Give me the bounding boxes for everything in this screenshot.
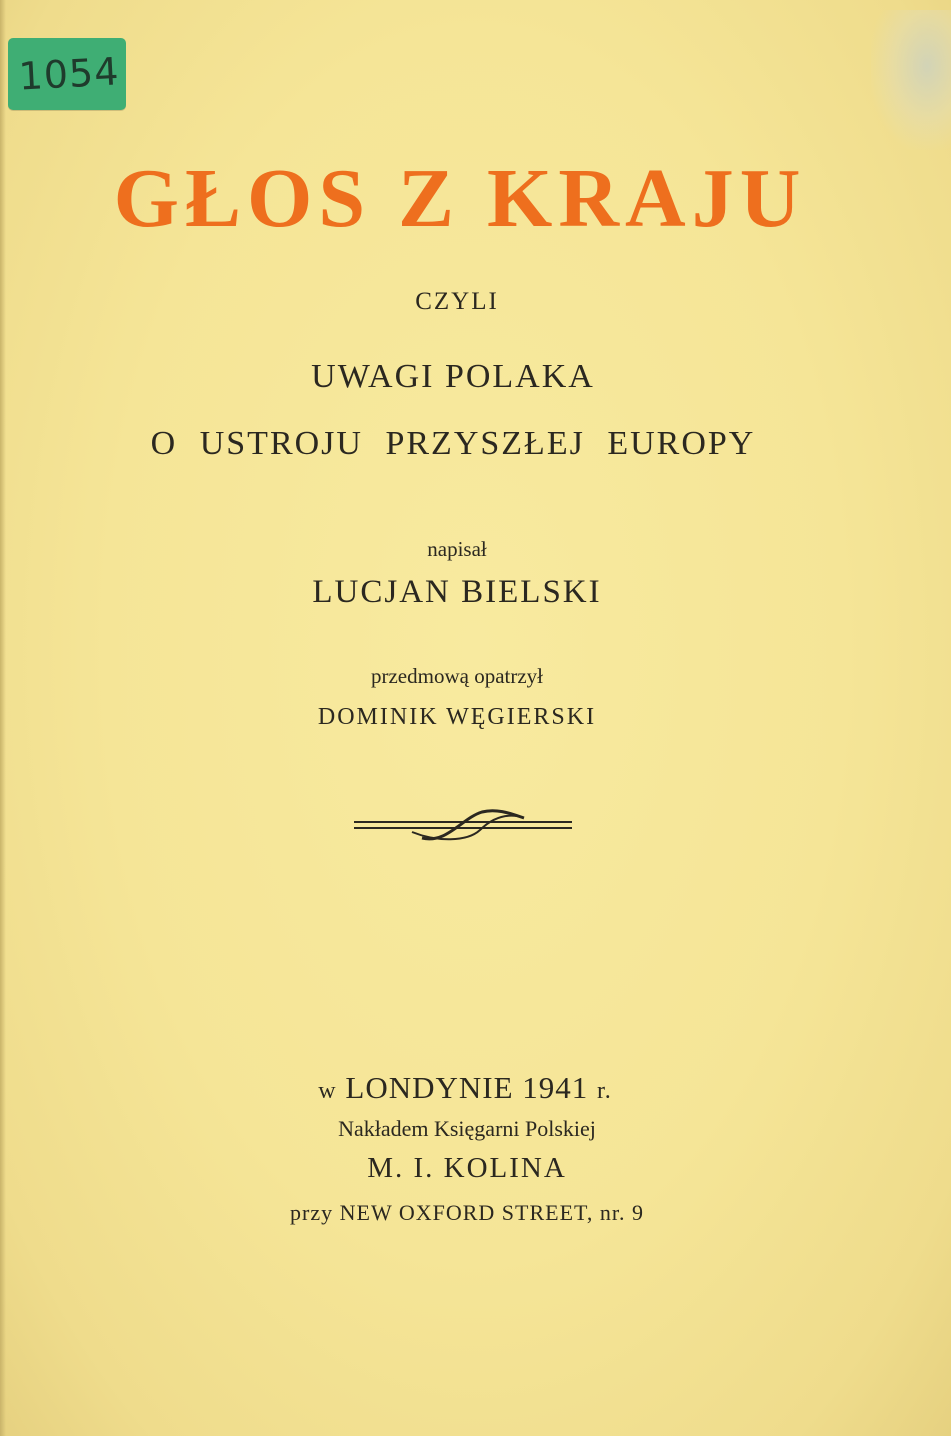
publisher-line-1: Nakładem Księgarni Polskiej [338, 1116, 596, 1141]
place-prefix: w [318, 1078, 337, 1104]
subtitle-line-1: UWAGI POLAKA [311, 358, 595, 395]
author-name: LUCJAN BIELSKI [312, 574, 602, 610]
year-suffix: r. [597, 1078, 612, 1104]
library-label-number: 1054 [17, 49, 121, 99]
place-city: LONDYNIE [345, 1070, 514, 1105]
divider-swash-icon [352, 808, 574, 846]
address-street: NEW OXFORD STREET, [339, 1200, 594, 1225]
publisher-line-2: M. I. KOLINA [367, 1152, 567, 1184]
publication-place [0, 1070, 930, 1106]
preface-prefix: przedmową opatrzył [370, 664, 543, 688]
author-prefix: napisał [427, 537, 487, 561]
publication-year: 1941 [522, 1070, 589, 1105]
book-title: GŁOS Z KRAJU [113, 152, 807, 245]
water-stain [871, 10, 951, 150]
title-connector: CZYLI [415, 288, 499, 315]
preface-author: DOMINIK WĘGIERSKI [317, 704, 597, 730]
address-prefix: przy [290, 1200, 334, 1225]
library-label [8, 38, 126, 110]
address-number: nr. 9 [599, 1200, 644, 1225]
subtitle-line-2: O USTROJU PRZYSZŁEJ EUROPY [150, 425, 756, 462]
publisher-address [0, 1200, 934, 1226]
